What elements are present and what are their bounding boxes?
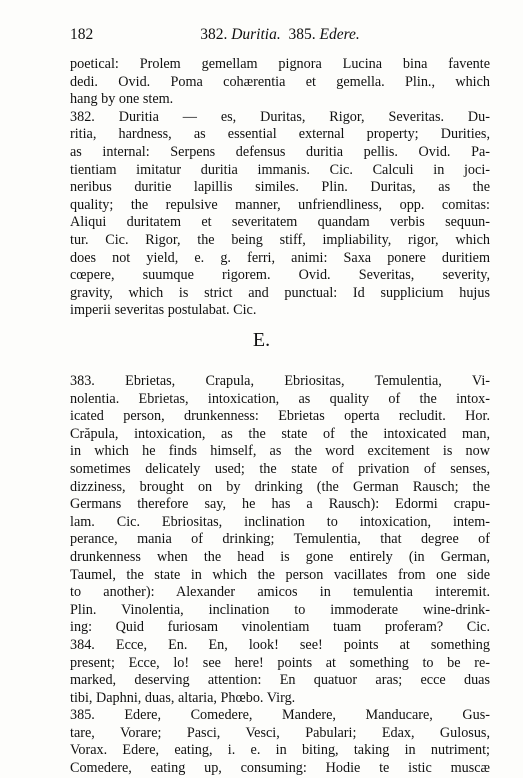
text-line: ritia, hardness, as essential external property; Durities,: [70, 126, 490, 143]
text-line: neribus duritie lapillis similes. Plin. Duritas, as the: [70, 179, 490, 196]
text-line: 382. Duritia — es, Duritas, Rigor, Severitas. Du-: [70, 108, 490, 125]
entries-383-385-block: [70, 373, 490, 778]
text-line: cœpere, suumque rigorem. Ovid. Severitas, severity,: [70, 267, 490, 284]
text-line: Germans therefore say, he has a Rausch): Edormi crapu-: [70, 496, 490, 513]
text-line: Aliqui duritatem et severitatem quandam verbis sequun-: [70, 214, 490, 231]
text-line: Vorax. Edere, eating, i. e. in biting, taking in nutriment;: [70, 742, 490, 759]
text-line: tare, Vorare; Pasci, Vesci, Pabulari; Edax, Gulosus,: [70, 724, 490, 741]
text-line: nolentia. Ebrietas, intoxication, as quality of the intox-: [70, 390, 490, 407]
running-head-word1: Duritia.: [231, 26, 281, 43]
text-line: tibi, Daphni, duas, altaria, Phœbo. Virg.: [70, 689, 296, 706]
text-line: sometimes delicately used; the state of privation of senses,: [70, 460, 490, 477]
text-line: 385. Edere, Comedere, Mandere, Manducare, Gus-: [70, 707, 490, 724]
running-head: [70, 26, 490, 44]
text-line: present; Ecce, lo! see here! points at something to be re-: [70, 654, 490, 671]
text-line: as internal: Serpens defensus duritia pellis. Ovid. Pa-: [70, 143, 490, 160]
entry-382-block: [70, 56, 490, 320]
text-line: imperii severitas postulabat. Cic.: [70, 302, 257, 319]
text-line: ing: Quid furiosam vinolentiam tuam proferam? Cic.: [70, 619, 490, 636]
running-head-num1: 382.: [200, 26, 228, 43]
text-line: Taumel, the state in which the person vacillates from one side: [70, 566, 490, 583]
text-line: drunkenness when the head is gone entirely (in German,: [70, 548, 490, 565]
text-line: in which he finds himself, as the word excitement is now: [70, 443, 490, 460]
page-number: 182: [70, 26, 94, 43]
text-line: 383. Ebrietas, Crapula, Ebriositas, Temulentia, Vi-: [70, 373, 490, 389]
text-line: tur. Cic. Rigor, the being stiff, impliability, rigor, which: [70, 231, 490, 248]
text-line: does not yield, e. g. ferri, animi: Saxa ponere duritiem: [70, 249, 490, 266]
text-line: 384. Ecce, En. En, look! see! points at something: [70, 636, 490, 653]
text-line: Comedere, eating up, consuming: Hodie te istic muscæ: [70, 760, 490, 777]
text-line: perance, mania of drinking; Temulentia, that degree of: [70, 531, 490, 548]
text-line: to another): Alexander amicos in temulentia interemit.: [70, 584, 490, 601]
running-head-num2: 385.: [288, 26, 316, 43]
text-line: poetical: Prolem gemellam pignora Lucina bina favente: [70, 56, 490, 72]
section-letter: E.: [252, 329, 271, 351]
text-line: gravity, which is strict and punctual: Id supplicium hujus: [70, 284, 490, 301]
text-line: hang by one stem.: [70, 91, 174, 108]
text-line: dizziness, brought on by drinking (the German Rausch; the: [70, 478, 490, 495]
text-line: tientiam imitatur duritia immanis. Cic. Calculi in joci-: [70, 161, 490, 178]
text-line: quality; the repulsive manner, unfriendliness, opp. comitas:: [70, 196, 490, 213]
text-line: Crăpula, intoxication, as the state of the intoxicated man,: [70, 425, 490, 442]
text-line: icated person, drunkenness: Ebrietas operta recludit. Hor.: [70, 408, 490, 425]
running-head-word2: Edere.: [319, 26, 360, 43]
running-header: [70, 26, 490, 48]
text-line: Plin. Vinolentia, inclination to immoderate wine-drink-: [70, 601, 490, 618]
text-line: dedi. Ovid. Poma cohærentia et gemella. Plin., which: [70, 73, 490, 90]
text-line: marked, deserving attention: En quatuor aras; ecce duas: [70, 672, 490, 689]
text-line: lam. Cic. Ebriositas, inclination to intoxication, intem-: [70, 513, 490, 530]
